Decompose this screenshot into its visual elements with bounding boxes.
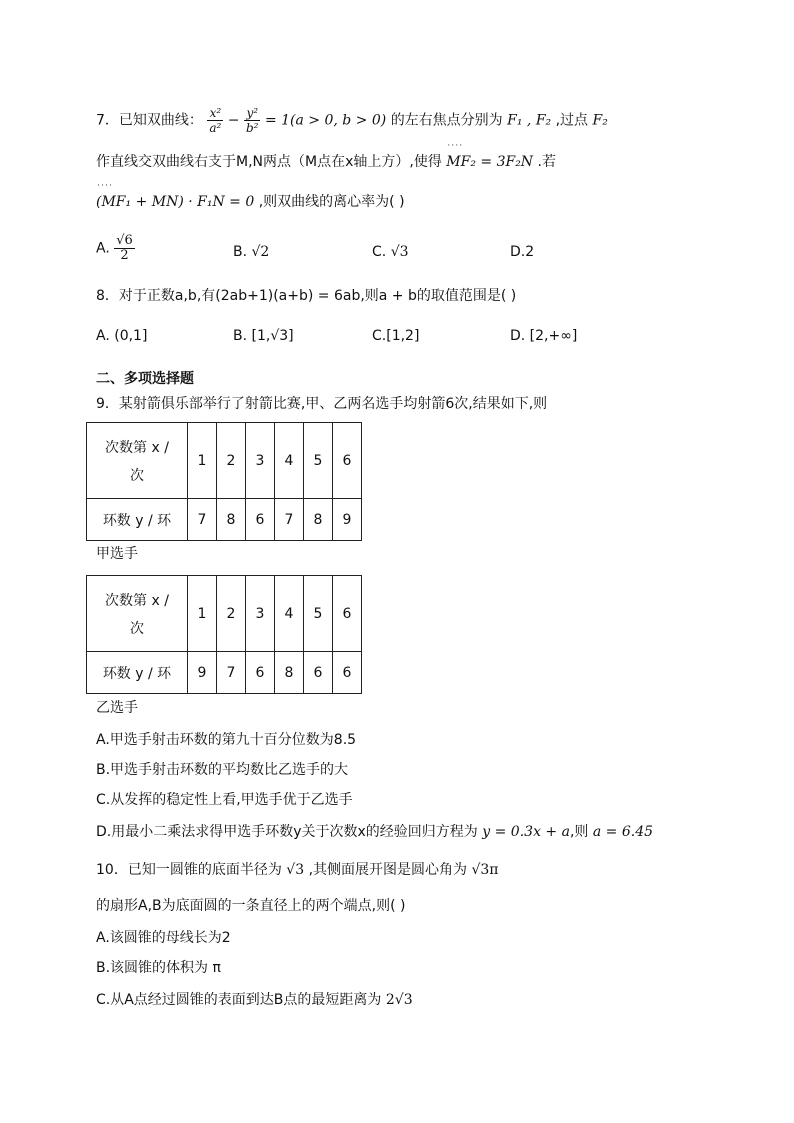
q8-option-d: D. [2,+∞] <box>510 328 578 344</box>
q9-table-jia <box>86 422 362 541</box>
q8-option-c: C.[1,2] <box>372 328 420 344</box>
q7-option-b-val: √2 <box>251 244 270 260</box>
table-header-cell <box>87 576 188 652</box>
header-label-line1: 次数第 x / <box>105 592 169 609</box>
table-cell: 4 <box>275 423 304 499</box>
q7-vec-eq: ˙˙˙˙ MF₂ = 3F₂N <box>446 152 533 172</box>
q7-line3b: ,则双曲线的离心率为( ) <box>258 194 405 210</box>
table-cell: 7 <box>217 652 246 694</box>
table-cell: 2 <box>217 423 246 499</box>
table-cell: 3 <box>246 576 275 652</box>
q10-line1 <box>96 860 499 880</box>
q10-radius: √3 <box>286 862 305 878</box>
q7-lead: 7．已知双曲线： <box>96 112 203 129</box>
q9-option-d-val: a = 6.45 <box>592 824 654 840</box>
q8-option-b: B. [1,√3] <box>233 328 294 344</box>
table-cell: 6 <box>304 652 333 694</box>
table-cell: 3 <box>246 423 275 499</box>
q7-eq-tail: = 1(a > 0, b > 0) <box>264 112 387 129</box>
q10-option-c-text: C.从A点经过圆锥的表面到达B点的最短距离为 <box>96 992 382 1008</box>
table-cell: 6 <box>333 576 362 652</box>
q10-line1a: 10．已知一圆锥的底面半径为 <box>96 862 282 878</box>
q10-option-c <box>96 990 413 1010</box>
q10-angle: √3π <box>471 862 499 878</box>
q7-option-d: D.2 <box>510 244 535 260</box>
table-cell: 8 <box>217 499 246 541</box>
table-cell: 1 <box>188 423 217 499</box>
table-row-label: 环数 y / 环 <box>87 652 188 694</box>
q7-vec-dot: ˙˙˙˙ (MF₁ + MN) · F₁N = 0 <box>96 192 254 212</box>
header-label-line2: 次 <box>130 467 144 484</box>
table-cell: 5 <box>304 576 333 652</box>
q9-option-b: B.甲选手射击环数的平均数比乙选手的大 <box>96 762 349 778</box>
q8-stem: 8．对于正数a,b,有(2ab+1)(a+b) = 6ab,则a + b的取值范围是( ) <box>96 288 517 304</box>
q9-caption-jia: 甲选手 <box>96 546 138 562</box>
q9-stem: 9．某射箭俱乐部举行了射箭比赛,甲、乙两名选手均射箭6次,结果如下,则 <box>96 396 548 412</box>
q9-table-yi <box>86 575 362 694</box>
q9-option-d-text: D.用最小二乘法求得甲选手环数y关于次数x的经验回归方程为 <box>96 824 478 840</box>
table-cell: 8 <box>275 652 304 694</box>
q7-line3 <box>96 192 405 212</box>
q7-option-c-label: C. <box>372 244 387 260</box>
section-heading: 二、多项选择题 <box>96 371 194 387</box>
q10-line2: 的扇形A,B为底面圆的一条直径上的两个端点,则( ) <box>96 898 406 914</box>
q7-foci: F₁ , F₂ <box>507 112 552 129</box>
table-row-label: 环数 y / 环 <box>87 499 188 541</box>
table-cell: 5 <box>304 423 333 499</box>
table-cell: 7 <box>275 499 304 541</box>
q9-option-d-eq: y = 0.3x + a <box>482 824 570 840</box>
q7-option-a-frac <box>114 234 135 263</box>
q7-option-a-den: 2 <box>120 248 129 263</box>
q7-rest1: 的左右焦点分别为 <box>390 112 503 129</box>
q10-option-c-val: 2√3 <box>385 992 413 1008</box>
q10-line1b: ,其侧面展开图是圆心角为 <box>308 862 468 878</box>
q7-frac-x: $\frac{\text{x²}}{\text{a²}}$ <box>209 106 222 135</box>
q7-line2a: 作直线交双曲线右支于M,N两点（M点在x轴上方）,使得 <box>96 154 442 170</box>
q9-option-c: C.从发挥的稳定性上看,甲选手优于乙选手 <box>96 792 353 808</box>
table-row <box>87 499 362 541</box>
header-label-line2: 次 <box>130 620 144 637</box>
q7-option-b-label: B. <box>233 244 248 260</box>
q7-option-a <box>96 234 135 274</box>
q9-option-a: A.甲选手射击环数的第九十百分位数为8.5 <box>96 732 357 748</box>
q7-option-c-val: √3 <box>390 244 409 260</box>
q7-line2b: .若 <box>537 154 556 170</box>
table-cell: 6 <box>246 652 275 694</box>
q9-option-d-then: ,则 <box>569 824 589 840</box>
q7-frac-y: $\frac{\text{y²}}{\text{b²}}$ <box>245 106 259 135</box>
table-row <box>87 423 362 499</box>
q10-option-a: A.该圆锥的母线长为2 <box>96 930 231 946</box>
table-header-cell <box>87 423 188 499</box>
q9-option-d <box>96 822 653 842</box>
q9-caption-yi: 乙选手 <box>96 700 138 716</box>
table-row <box>87 576 362 652</box>
table-cell: 1 <box>188 576 217 652</box>
table-cell: 9 <box>188 652 217 694</box>
table-cell: 8 <box>304 499 333 541</box>
table-cell: 7 <box>188 499 217 541</box>
table-cell: 6 <box>333 423 362 499</box>
table-row <box>87 652 362 694</box>
table-cell: 6 <box>333 652 362 694</box>
header-label-line1: 次数第 x / <box>105 439 169 456</box>
q7-option-b <box>233 242 269 262</box>
table-cell: 4 <box>275 576 304 652</box>
q10-option-b: B.该圆锥的体积为 π <box>96 960 221 976</box>
table-cell: 2 <box>217 576 246 652</box>
q7-line1: 7．已知双曲线： $\frac{\text{x²}}{\text{a²}}$ − $\frac{\text{y²}}{\text{b²}}$ = 1(a > 0, b > 0) 的左右焦点分别为 F₁ , F₂ ,过点 F₂ <box>96 106 608 135</box>
table-cell: 6 <box>246 499 275 541</box>
q7-line2 <box>96 152 556 172</box>
q8-option-a: A. (0,1] <box>96 328 148 344</box>
q7-rest2: ,过点 <box>555 112 589 129</box>
q7-f2: F₂ <box>592 112 608 129</box>
q7-option-a-num: √6 <box>116 233 133 248</box>
q7-option-a-label: A. <box>96 240 110 257</box>
q7-option-c <box>372 242 409 262</box>
table-cell: 9 <box>333 499 362 541</box>
